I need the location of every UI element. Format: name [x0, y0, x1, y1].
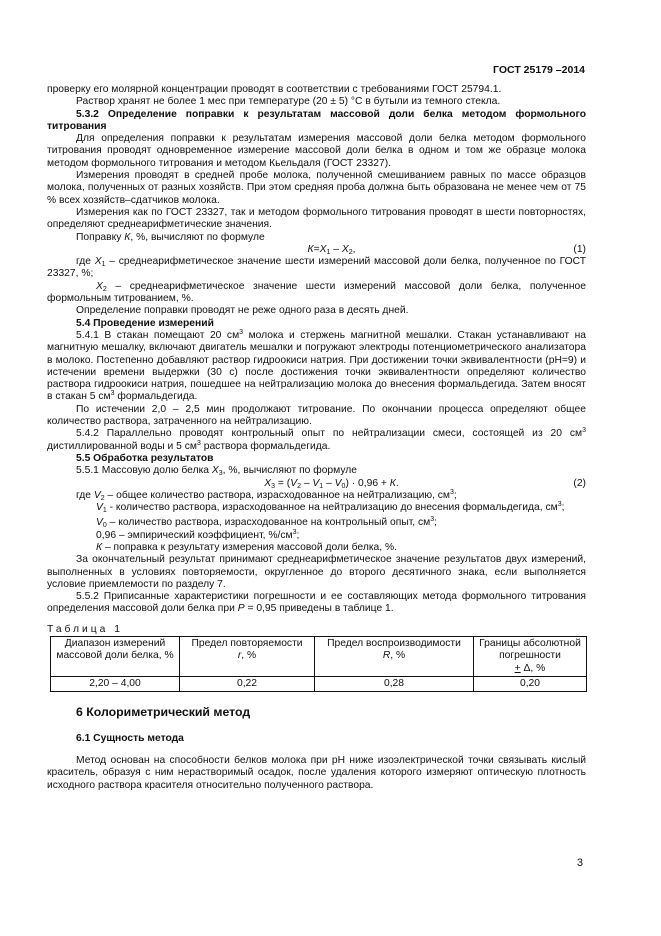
table-header-cell: Предел повторяемости r, % [180, 637, 315, 677]
paragraph: 5.4.2 Параллельно проводят контрольный опыт по нейтрализации смеси, состоящей из 20 $см^3$ дистиллированной воды и 5 $см^3$ раствора формальдегида. [47, 427, 586, 452]
paragraph: К – поправка к результату измерения массовой доли белка, %. [96, 541, 398, 553]
paragraph: За окончательный результат принимают среднеарифметическое значение результатов двух измерений, выполненных в условиях повторяемости, округленное до второго десятичного знака, если выполняется условие приемлемости по разделу 7. [47, 554, 586, 590]
paragraph: проверку его молярной концентрации проводят в соответствии с требованиями ГОСТ 25794.1. [47, 84, 502, 95]
table-cell: 0,20 [474, 676, 587, 691]
paragraph: Метод основан на способности белков молока при рН ниже изоэлектрической точки связывать кислый краситель, образуя с ним нерастворимый осадок, после удаления которого измеряют оптическую плотность исходного раствора красителя относительно полученного раствора. [47, 755, 586, 791]
paragraph: Поправку К, %, вычисляют по формуле [76, 231, 265, 243]
paragraph: Для определения поправки к результатам измерения массовой доли белка методом формольного титрования проводят одновременное измерение массовой доли белка в одном и том же образце молока методом формольного титрования и методом Кьельдаля (ГОСТ 23327). [47, 133, 586, 169]
table-cell: 2,20 – 4,00 [51, 676, 180, 691]
formula-1: $К=X_1 - X_2$, (1) [307, 243, 586, 256]
paragraph: 5.4.1 В стакан помещают 20 $см^3$ молока и стержень магнитной мешалки. Стакан устанавливают на магнитную мешалку, включают двигатель мешалки и погружают электроды потенциометрического анализатора в молоко. Постепенно добавляют раствор гидроокиси натрия. При достижении точки эквивалентности (рН=9) и истечении времени выдержки (30 с) после достижения точки эквивалентности определяют количество раствора гидроокиси натрия, пошедшее на нейтрализацию молока до внесения формальдегида. Затем вносят в стакан 5 $см^3$ формальдегида. [47, 328, 586, 403]
table-cell: 0,22 [180, 676, 315, 691]
section-heading-6: 6 Колориметрический метод [76, 705, 251, 720]
paragraph: $X_2$ – среднеарифметическое значение шести измерений массовой доли белка, полученное формольным титрованием, %. [47, 280, 586, 305]
table-header-cell: Диапазон измерений массовой доли белка, % [51, 637, 180, 677]
paragraph: 0,96 – эмпирический коэффициент, $\%/см^3$; [96, 528, 300, 541]
paragraph: 5.5.2 Приписанные характеристики погрешности и ее составляющих метода формольного титрования определения массовой доли белка при Р = 0,95 приведены в таблице 1. [47, 591, 586, 615]
page-number: 3 [576, 857, 583, 869]
formula-2: $X_3 = (V_2 - V_1 - V_0) \cdot 0,96 + К$. (2) [264, 477, 586, 490]
paragraph: 5.5.1 Массовую долю белка $X_3$, %, вычисляют по формуле [76, 465, 358, 478]
paragraph: где $V_2$ – общее количество раствора, израсходованное на нейтрализацию, $см^3$; [76, 488, 457, 502]
table-header-cell: Границы абсолютной погрешности + Δ, % [474, 637, 587, 677]
paragraph: $V_1$ - количество раствора, израсходованное на нейтрализацию до внесения формальдегида, $см^3$; [96, 501, 565, 515]
subsection-heading-6-1: 6.1 Сущность метода [76, 732, 184, 744]
table-cell: 0,28 [315, 676, 474, 691]
table-row [51, 676, 587, 691]
formula-number: (2) [573, 477, 586, 489]
formula-number: (1) [573, 243, 586, 255]
subsection-heading-5-5: 5.5 Обработка результатов [76, 452, 214, 464]
document-header-code: ГОСТ 25179 –2014 [493, 64, 585, 76]
paragraph: $V_0$ – количество раствора, израсходованное на контрольный опыт, $см^3$; [96, 516, 438, 530]
paragraph: По истечении 2,0 – 2,5 мин продолжают титрование. По окончании процесса определяют общее количество раствора, затраченного на нейтрализацию. [47, 403, 586, 428]
paragraph: где $X_1$ – среднеарифметическое значение шести измерений массовой доли белка, полученное по ГОСТ 23327, %; [47, 256, 586, 280]
paragraph: Определение поправки проводят не реже одного раза в десять дней. [76, 305, 409, 317]
table-1 [50, 636, 587, 692]
table-caption: Таблица 1 [47, 623, 123, 635]
paragraph: Измерения проводят в средней пробе молока, полученной смешиванием равных по массе образцов молока, полученных от разных хозяйств. При этом средняя проба должна быть образована не менее чем от 75 % всех хозяйств–сдатчиков молока. [47, 170, 586, 206]
subsection-heading-5-3-2: 5.3.2 Определение поправки к результатам массовой доли белка методом формольного титрования [47, 108, 586, 132]
subsection-heading-5-4: 5.4 Проведение измерений [76, 317, 214, 329]
paragraph: Раствор хранят не более 1 мес при температуре (20 ± 5) °С в бутыли из темного стекла. [76, 96, 501, 108]
table-header-cell: Предел воспроизводимости R, % [315, 637, 474, 677]
table-header-row [51, 637, 587, 677]
document-body [47, 84, 586, 792]
paragraph: Измерения как по ГОСТ 23327, так и методом формольного титрования проводят в шести повторностях, определяют среднеарифметические значения. [47, 206, 586, 231]
